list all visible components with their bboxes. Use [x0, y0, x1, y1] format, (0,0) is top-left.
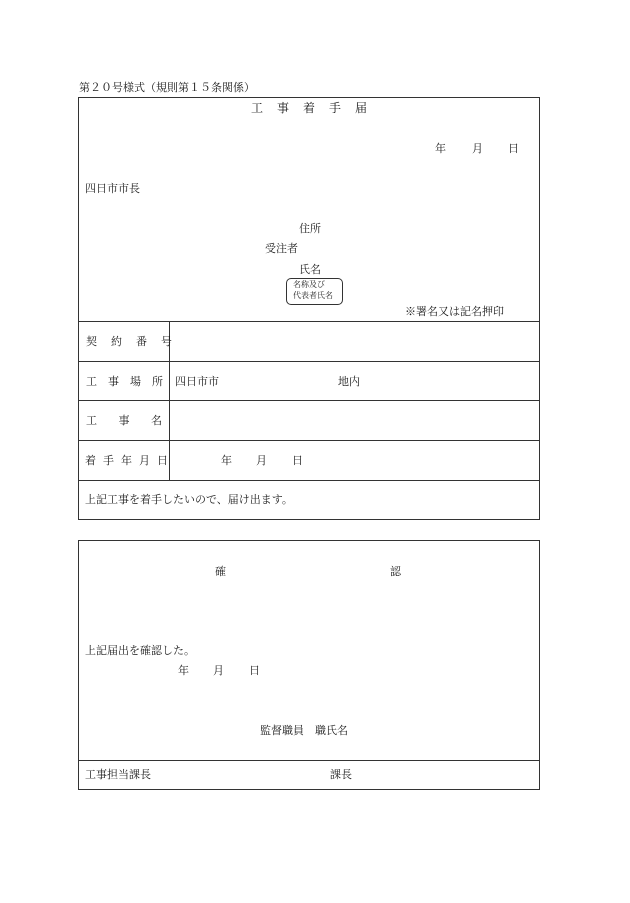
row-divider-3 [78, 440, 540, 441]
confirmation-footer-rule [78, 760, 540, 761]
contract-number-label: 契約番号 [86, 335, 186, 348]
form-number: 第２０号様式（規則第１５条関係） [79, 81, 255, 94]
name-note-line2: 代表者氏名 [293, 291, 333, 300]
confirmation-date-day: 日 [249, 664, 260, 677]
row-divider-1 [78, 361, 540, 362]
row-divider-2 [78, 400, 540, 401]
notice-title: 工事着手届 [251, 101, 382, 115]
construction-site-prefix: 四日市市 [175, 375, 219, 388]
contractor-role-label: 受注者 [265, 242, 298, 255]
construction-name-label [86, 415, 162, 426]
confirmation-form [78, 540, 540, 790]
construction-site-label: 工事場所 [86, 375, 174, 388]
confirmation-title-left: 確 [215, 565, 226, 578]
construction-name-char-2: 事 [118, 414, 130, 427]
name-note-line1: 名称及び [293, 280, 325, 289]
confirmation-title-right: 認 [390, 565, 401, 578]
confirmation-date-month: 月 [213, 664, 224, 677]
confirmation-statement: 上記届出を確認した。 [85, 644, 195, 657]
row-divider-4 [78, 480, 540, 481]
table-top-rule [78, 321, 540, 322]
addressee: 四日市市長 [85, 182, 140, 195]
address-label: 住所 [299, 222, 321, 235]
supervisor-label: 監督職員 職氏名 [260, 724, 348, 737]
name-label: 氏名 [299, 263, 321, 276]
notice-statement: 上記工事を着手したいので、届け出ます。 [85, 493, 293, 506]
construction-name-char-1: 工 [86, 414, 97, 427]
notice-date-day: 日 [508, 142, 519, 155]
chief-label: 課長 [330, 768, 352, 781]
construction-site-suffix: 地内 [338, 375, 360, 388]
notice-date-year: 年 [435, 142, 446, 155]
notice-date-month: 月 [472, 142, 483, 155]
start-date-year: 年 [221, 454, 232, 467]
section-chief-label: 工事担当課長 [85, 768, 151, 781]
seal-note: ※署名又は記名押印 [405, 305, 504, 318]
construction-name-char-3: 名 [151, 414, 162, 427]
start-date-label: 着手年月日 [85, 454, 175, 467]
start-date-day: 日 [292, 454, 303, 467]
start-date-month: 月 [256, 454, 267, 467]
confirmation-date-year: 年 [178, 664, 189, 677]
